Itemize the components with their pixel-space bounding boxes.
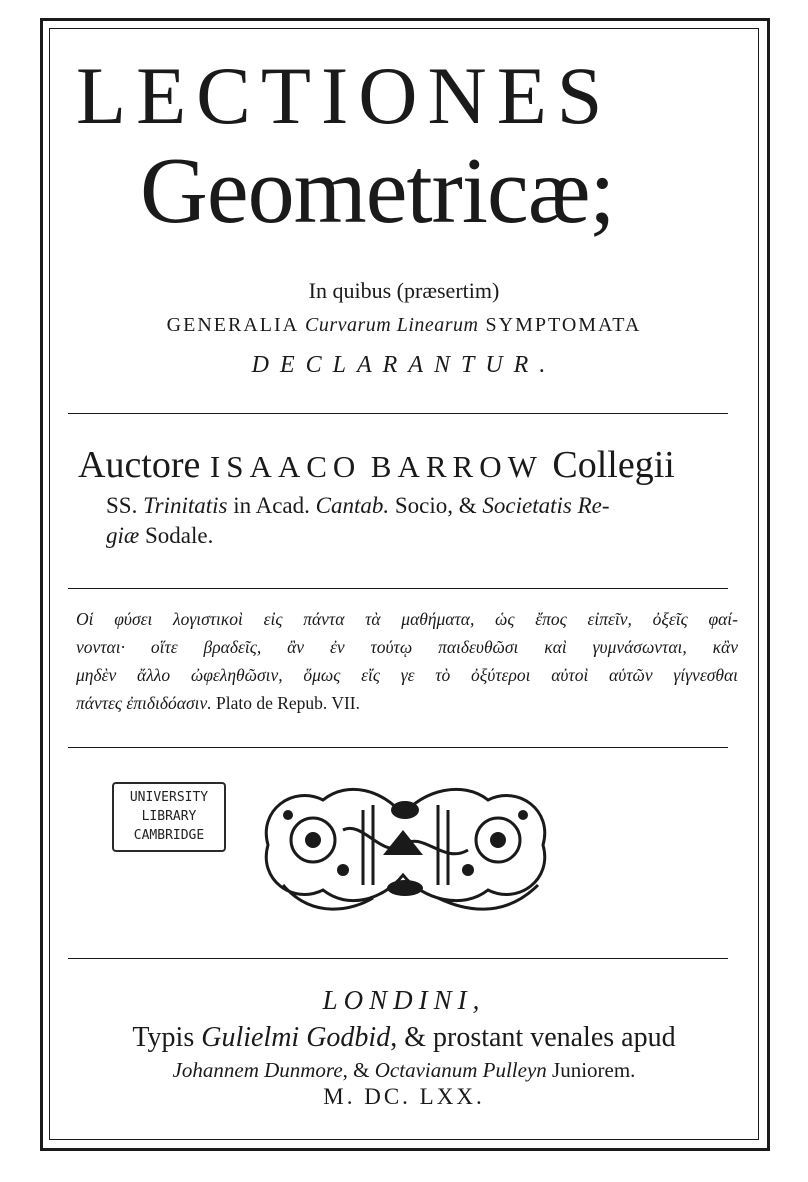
author-college: Collegii — [552, 444, 675, 486]
divider-1 — [68, 413, 728, 414]
imprint-and: , & — [342, 1058, 370, 1082]
epigraph-source: Plato de Repub. VII. — [215, 693, 361, 713]
author-line-3 — [106, 523, 213, 549]
author-societatis: Societatis Re- — [482, 493, 610, 518]
epigraph-line-2: νονται· οἵτε βραδεῖς, ἂν ἐν τούτῳ παιδευθῶσι καὶ γυμνάσωνται, κἂν — [76, 637, 738, 657]
epigraph-line-3: μηδὲν ἄλλο ὠφεληθῶσιν, ὅμως εἴς γε τὸ ὀξύτεροι αὐτοὶ αὑτῶν γίγνεσθαι — [76, 665, 738, 685]
imprint-juniorem: Juniorem. — [552, 1058, 636, 1082]
epigraph-end: πάντες ἐπιδιδόασιν. — [76, 693, 212, 713]
epigraph-line-4 — [76, 693, 738, 714]
author-cantab: Cantab. — [315, 493, 390, 518]
author-last-name: BARROW — [370, 449, 543, 484]
printers-ornament — [253, 770, 558, 920]
author-trinitatis: Trinitatis — [143, 493, 228, 518]
divider-3 — [68, 747, 728, 748]
stamp-line-3: CAMBRIDGE — [133, 828, 205, 843]
imprint-pulleyn: Octavianum Pulleyn — [374, 1058, 547, 1082]
divider-2 — [68, 588, 728, 589]
stamp-line-2: LIBRARY — [141, 809, 197, 824]
subtitle-curvarum: Curvarum Linearum — [304, 314, 479, 336]
imprint-line-2 — [0, 1022, 808, 1054]
author-acad: in Acad. — [233, 493, 310, 518]
author-socio: Socio, & — [394, 493, 477, 518]
imprint-dunmore: Johannem Dunmore — [172, 1058, 343, 1082]
imprint-prostant: , & prostant venales apud — [390, 1022, 676, 1053]
author-first-name: ISAACO — [209, 449, 362, 484]
stamp-line-1: UNIVERSITY — [129, 790, 209, 805]
author-sodale: Sodale. — [144, 523, 214, 548]
subtitle-line-3: DECLARANTUR. — [251, 352, 557, 378]
author-ss: SS. — [106, 493, 138, 518]
imprint-date: M. DC. LXX. — [323, 1084, 485, 1109]
author-regiae: giæ — [106, 523, 140, 548]
author-lead: Auctore — [78, 444, 201, 486]
subtitle-symptomata: SYMPTOMATA — [485, 314, 642, 336]
library-stamp — [112, 782, 226, 852]
title-line-2: Geometricæ; — [140, 139, 615, 243]
imprint-typis: Typis — [132, 1022, 195, 1053]
subtitle-line-1: In quibus (præsertim) — [308, 278, 500, 303]
imprint-city: LONDINI, — [322, 985, 486, 1015]
imprint-printer: Gulielmi Godbid — [201, 1022, 391, 1053]
title-line-1: LECTIONES — [76, 50, 613, 141]
subtitle-generalia: GENERALIA — [166, 314, 298, 336]
epigraph-line-1: Οἱ φύσει λογιστικοὶ εἰς πάντα τὰ μαθήματα, ὡς ἔπος εἰπεῖν, ὀξεῖς φαί- — [76, 609, 738, 629]
author-line-1 — [78, 443, 675, 487]
author-line-2 — [106, 493, 610, 519]
subtitle-line-2 — [0, 314, 808, 337]
divider-4 — [68, 958, 728, 959]
imprint-line-3 — [0, 1058, 808, 1083]
